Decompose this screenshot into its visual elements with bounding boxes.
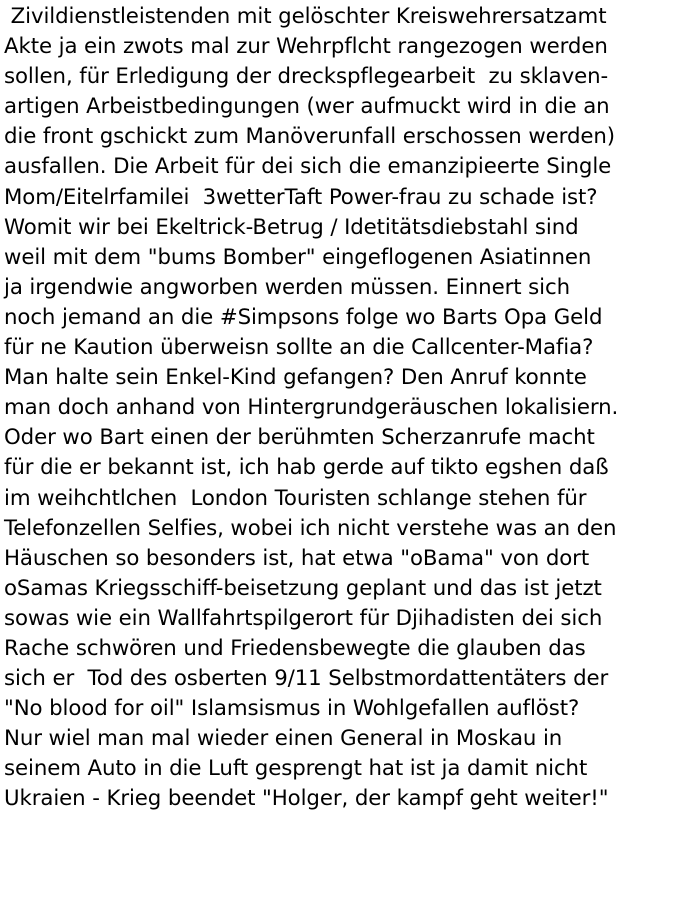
text-line: weil mit dem "bums Bomber" eingeflogenen Asiatinnen: [4, 244, 592, 270]
text-line: Mom/Eitelrfamilei 3wetterTaft Power-frau zu schade ist?: [4, 184, 598, 210]
text-line: noch jemand an die #Simpsons folge wo Barts Opa Geld: [4, 304, 603, 330]
text-line: Womit wir bei Ekeltrick-Betrug / Idetitätsdiebstahl sind: [4, 214, 579, 240]
text-line: für ne Kaution überweisn sollte an die Callcenter-Mafia?: [4, 335, 594, 361]
text-line: die front gschickt zum Manöverunfall erschossen werden): [4, 124, 615, 150]
text-line: Oder wo Bart einen der berühmten Scherzanrufe macht: [4, 425, 595, 451]
text-line: Häuschen so besonders ist, hat etwa "oBama" von dort: [4, 545, 590, 571]
text-line: Akte ja ein zwots mal zur Wehrpflcht rangezogen werden: [4, 34, 608, 60]
text-line: im weihchtlchen London Touristen schlange stehen für: [4, 485, 587, 511]
text-line: Ukraien - Krieg beendet "Holger, der kampf geht weiter!": [4, 786, 609, 812]
text-line: Man halte sein Enkel-Kind gefangen? Den Anruf konnte: [4, 365, 587, 391]
text-block: [4, 2, 684, 815]
text-line: ja irgendwie angworben werden müssen. Einnert sich: [4, 274, 570, 300]
text-line: artigen Arbeistbedingungen (wer aufmuckt wird in die an: [4, 94, 610, 120]
text-line: ausfallen. Die Arbeit für dei sich die emanzipieerte Single: [4, 154, 612, 180]
text-line: "No blood for oil" Islamsismus in Wohlgefallen auflöst?: [4, 696, 580, 722]
text-line: man doch anhand von Hintergrundgeräuschen lokalisiern.: [4, 395, 619, 421]
text-line: oSamas Kriegsschiff-beisetzung geplant und das ist jetzt: [4, 575, 602, 601]
text-line: für die er bekannt ist, ich hab gerde auf tikto egshen daß: [4, 455, 609, 481]
text-line: sowas wie ein Wallfahrtspilgerort für Djihadisten dei sich: [4, 605, 603, 631]
text-line: Telefonzellen Selfies, wobei ich nicht verstehe was an den: [4, 515, 617, 541]
text-line: sollen, für Erledigung der dreckspflegearbeit zu sklaven-: [4, 64, 609, 90]
text-line: Nur wiel man mal wieder einen General in Moskau in: [4, 726, 563, 752]
text-line: Zivildienstleistenden mit gelöschter Kreiswehrersatzamt: [4, 4, 607, 29]
text-line: Rache schwören und Friedensbewegte die glauben das: [4, 635, 586, 661]
text-line: seinem Auto in die Luft gesprengt hat ist ja damit nicht: [4, 756, 588, 782]
text-line: sich er Tod des osberten 9/11 Selbstmordattentäters der: [4, 666, 609, 692]
